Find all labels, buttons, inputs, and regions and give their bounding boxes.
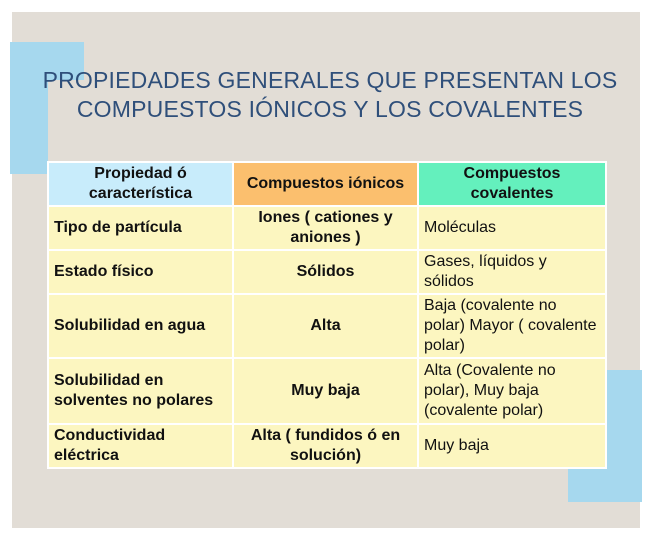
cell-property: Tipo de partícula <box>48 206 233 250</box>
properties-table <box>47 161 607 469</box>
cell-ionic: Alta ( fundidos ó en solución) <box>233 424 418 468</box>
table-row <box>48 424 606 468</box>
table-row <box>48 358 606 424</box>
header-property: Propiedad ó característica <box>48 162 233 206</box>
cell-ionic: Muy baja <box>233 358 418 424</box>
cell-covalent: Gases, líquidos y sólidos <box>418 250 606 294</box>
cell-covalent: Alta (Covalente no polar), Muy baja (covalente polar) <box>418 358 606 424</box>
slide-title: PROPIEDADES GENERALES QUE PRESENTAN LOS COMPUESTOS IÓNICOS Y LOS COVALENTES <box>42 67 618 122</box>
table-row <box>48 250 606 294</box>
header-covalent: Compuestos covalentes <box>418 162 606 206</box>
cell-covalent: Muy baja <box>418 424 606 468</box>
cell-property: Solubilidad en agua <box>48 294 233 358</box>
cell-ionic: Alta <box>233 294 418 358</box>
table-row <box>48 294 606 358</box>
header-ionic: Compuestos iónicos <box>233 162 418 206</box>
cell-covalent: Moléculas <box>418 206 606 250</box>
cell-property: Solubilidad en solventes no polares <box>48 358 233 424</box>
cell-ionic: Sólidos <box>233 250 418 294</box>
cell-property: Estado físico <box>48 250 233 294</box>
table-header-row <box>48 162 606 206</box>
cell-covalent: Baja (covalente no polar) Mayor ( covalente polar) <box>418 294 606 358</box>
cell-ionic: Iones ( cationes y aniones ) <box>233 206 418 250</box>
cell-property: Conductividad eléctrica <box>48 424 233 468</box>
table-row <box>48 206 606 250</box>
